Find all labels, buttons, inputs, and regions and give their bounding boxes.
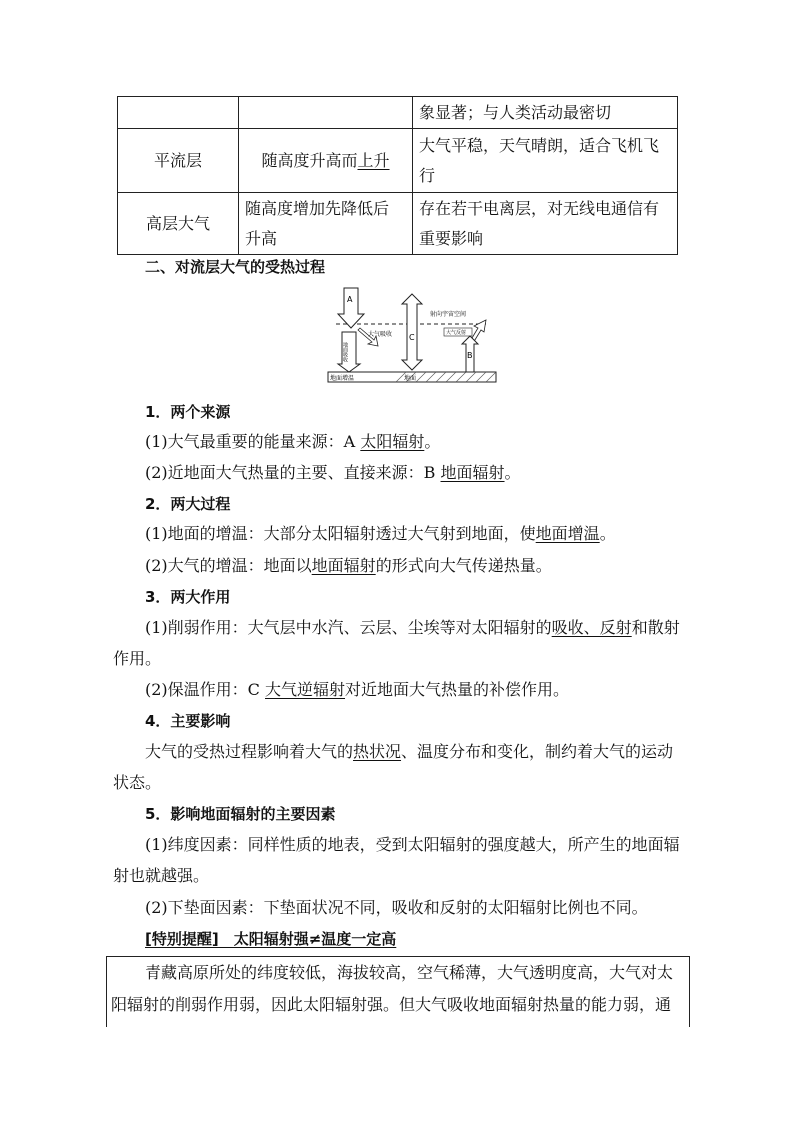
feature-text: 大气平稳，天气晴朗，适合飞机飞 (419, 135, 660, 155)
paragraph-continuation: 射也就越强。 (113, 866, 210, 885)
table-cell (239, 97, 413, 129)
feature-text: 重要影响 (419, 228, 484, 248)
paragraph: (2)近地面大气热量的主要、直接来源：B 地面辐射。 (145, 463, 521, 482)
feature-text: 行 (419, 165, 436, 185)
reflect-label: 大气反射 (446, 330, 467, 336)
paragraph-continuation: 状态。 (113, 773, 162, 792)
layer-name-cell: 平流层 (118, 129, 239, 193)
paragraph: (1)大气最重要的能量来源：A 太阳辐射。 (145, 432, 441, 451)
heating-process-diagram (326, 284, 498, 388)
ground-label: 地面 (404, 375, 417, 382)
paragraph: (2)下垫面因素：下垫面状况不同，吸收和反射的太阳辐射比例也不同。 (145, 898, 648, 917)
ground-warm-label: 地面增温 (330, 375, 355, 382)
feature-text: 存在若干电离层，对无线电通信有 (419, 198, 660, 218)
paragraph: (2)大气的增温：地面以地面辐射的形式向大气传递热量。 (145, 556, 552, 575)
special-tip: [特别提醒] 太阳辐射强≠温度一定高 (145, 930, 397, 948)
paragraph-continuation: 作用。 (113, 649, 162, 668)
heading-effects: 3．两大作用 (145, 588, 231, 606)
arrow-a-label: A (347, 295, 353, 304)
temperature-cell (239, 129, 413, 193)
table-row (118, 97, 678, 129)
note-line: 青藏高原所处的纬度较低，海拔较高，空气稀薄，大气透明度高，大气对太 (145, 963, 674, 982)
note-line: 阳辐射的削弱作用弱，因此太阳辐射强。但大气吸收地面辐射热量的能力弱，通 (111, 995, 672, 1014)
paragraph: (2)保温作用：C 大气逆辐射对近地面大气热量的补偿作用。 (145, 680, 570, 699)
space-label: 射向宇宙空间 (430, 311, 467, 318)
heading-influence: 4．主要影响 (145, 712, 231, 730)
paragraph: 大气的受热过程影响着大气的热状况、温度分布和变化，制约着大气的运动 (145, 742, 674, 761)
paragraph: (1)地面的增温：大部分太阳辐射透过大气射到地面，使地面增温。 (145, 524, 616, 543)
ground-absorb-label: 地面吸收 (342, 342, 348, 362)
arrow-c-label: C (409, 333, 415, 342)
temperature-text: 升高 (245, 228, 278, 248)
atmosphere-layers-table (117, 96, 678, 255)
section-title: 二、对流层大气的受热过程 (145, 258, 326, 276)
table-cell: 象显著；与人类活动最密切 (413, 97, 678, 129)
temperature-cell (239, 193, 413, 255)
paragraph: (1)削弱作用：大气层中水汽、云层、尘埃等对太阳辐射的吸收、反射和散射 (145, 618, 680, 637)
paragraph: (1)纬度因素：同样性质的地表，受到太阳辐射的强度越大，所产生的地面辐 (145, 835, 680, 854)
heading-factors: 5．影响地面辐射的主要因素 (145, 805, 336, 823)
counter-radiation-arrow (402, 294, 422, 370)
temperature-text: 随高度增加先降低后 (245, 198, 390, 218)
table-row (118, 193, 678, 255)
table-cell (118, 97, 239, 129)
layer-name-cell: 高层大气 (118, 193, 239, 255)
note-box (106, 956, 690, 1027)
table-row (118, 129, 678, 193)
feature-cell (413, 193, 678, 255)
atmosphere-absorb-label: 大气吸收 (368, 331, 393, 338)
feature-cell (413, 129, 678, 193)
solar-radiation-arrow (338, 288, 364, 328)
temperature-underlined: 上升 (357, 150, 390, 170)
arrow-b-label: B (467, 351, 473, 360)
heading-processes: 2．两大过程 (145, 495, 231, 513)
temperature-text: 随高度升高而 (261, 150, 358, 170)
heading-sources: 1．两个来源 (145, 403, 231, 421)
